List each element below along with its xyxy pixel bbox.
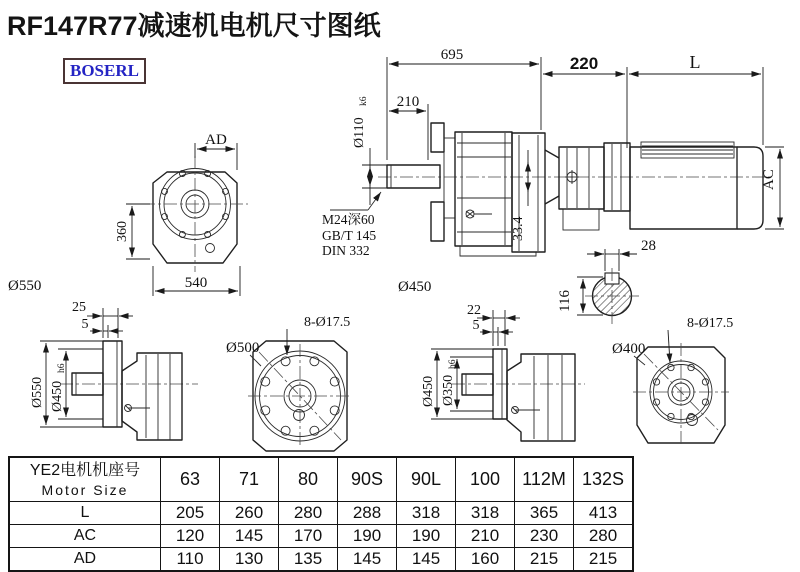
dim-210: 210 [396,94,420,110]
dim-d450-right: Ø450 [421,375,436,407]
dim-d450h6-left: Ø450 [50,380,65,412]
table-header-row [9,457,633,502]
table-cell: 210 [456,525,515,548]
left-flange-view [226,315,352,451]
label-8-holes-left: 8-Ø17.5 [304,315,351,330]
front-view [8,132,248,296]
header-cn: YE2电机机座号 [29,461,141,479]
table-cell: 160 [456,548,515,572]
shaft-section-view [557,238,656,324]
note-m24: M24深60 [322,212,375,227]
dim-25: 25 [72,300,86,315]
assembly-view [322,47,784,295]
dim-ad: AD [205,132,227,148]
dim-shaft-tolerance: k6 [359,96,369,106]
left-side-view [30,300,198,440]
column-header: 112M [515,457,574,502]
table-header-label [9,457,161,502]
table-row [9,502,633,525]
table-body [9,502,633,572]
table-cell: 170 [279,525,338,548]
right-side-view [421,303,585,441]
dim-695: 695 [440,47,464,63]
label-d400: Ø400 [612,341,646,357]
table-cell: 190 [338,525,397,548]
dim-d350h6: Ø350 [441,374,456,406]
table-cell: 365 [515,502,574,525]
table-cell: 215 [574,548,634,572]
right-flange-view [612,316,733,447]
dim-220: 220 [569,54,599,73]
dim-5-left: 5 [81,317,89,332]
table-cell: 130 [220,548,279,572]
label-d450-assembly: Ø450 [398,279,432,295]
column-header: 63 [161,457,220,502]
table-cell: 318 [456,502,515,525]
dim-33-4: 33.4 [511,216,526,241]
table-cell: 145 [338,548,397,572]
table-cell: 288 [338,502,397,525]
dim-L: L [689,52,701,72]
table-cell: 318 [397,502,456,525]
dim-116: 116 [557,290,573,312]
column-header: 80 [279,457,338,502]
row-label: AC [9,525,161,548]
table-row [9,548,633,572]
table-cell: 205 [161,502,220,525]
table-cell: 110 [161,548,220,572]
table-cell: 135 [279,548,338,572]
row-label: L [9,502,161,525]
dim-360: 360 [115,221,130,242]
dim-d350h6-tol: h6 [448,359,458,369]
dim-5-right: 5 [472,318,480,333]
note-gbt145: GB/T 145 [322,228,377,243]
note-din332: DIN 332 [322,243,370,258]
dim-shaft-diameter: Ø110 [352,117,367,148]
table-cell: 230 [515,525,574,548]
table-row [9,525,633,548]
motor-size-table [8,456,634,572]
dim-d450h6-left-tol: h6 [57,363,67,373]
table-cell: 145 [220,525,279,548]
table-cell: 215 [515,548,574,572]
column-header: 100 [456,457,515,502]
page-title: RF147R77减速机电机尺寸图纸 [7,11,381,41]
column-header: 90L [397,457,456,502]
dim-d550-left: Ø550 [30,376,45,408]
table-cell: 280 [574,525,634,548]
header-en: Motor Size [41,481,129,498]
dim-28: 28 [641,238,656,254]
dim-540: 540 [184,275,208,291]
label-d500: Ø500 [226,340,260,356]
table-cell: 190 [397,525,456,548]
column-header: 90S [338,457,397,502]
column-header: 132S [574,457,634,502]
table-cell: 145 [397,548,456,572]
table-cell: 260 [220,502,279,525]
table-cell: 280 [279,502,338,525]
row-label: AD [9,548,161,572]
label-d550: Ø550 [8,278,42,294]
dim-22: 22 [467,303,481,318]
dim-ac: AC [761,169,777,190]
table-cell: 413 [574,502,634,525]
column-header: 71 [220,457,279,502]
table-cell: 120 [161,525,220,548]
boserl-logo: BOSERL [63,58,146,84]
label-8-holes-right: 8-Ø17.5 [687,316,734,331]
